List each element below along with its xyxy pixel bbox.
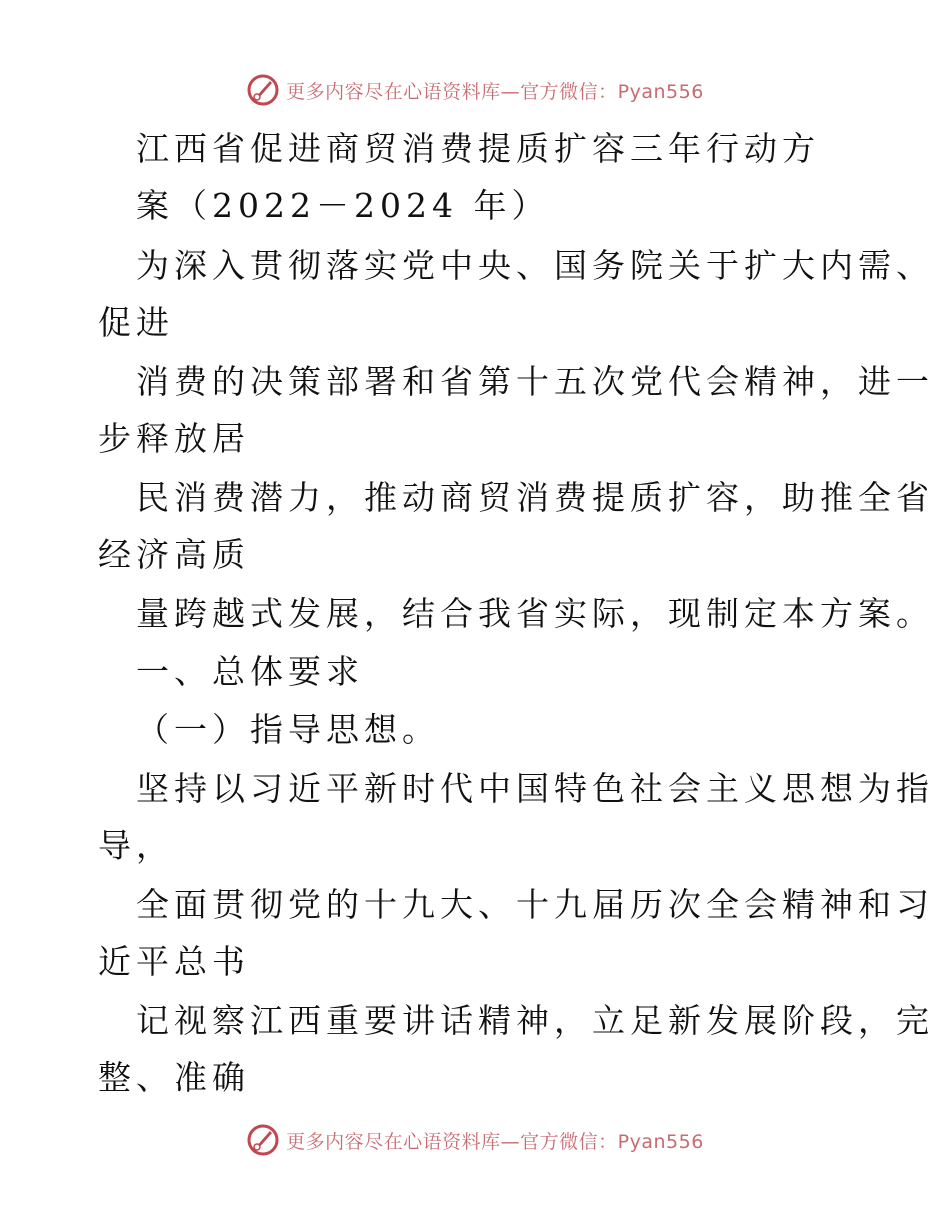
header-watermark	[0, 68, 950, 112]
paragraph-line: 民消费潜力，推动商贸消费提质扩容，助推全省	[136, 478, 934, 517]
paragraph-line: 促进	[98, 303, 174, 342]
quill-seal-icon	[246, 1123, 280, 1157]
quill-seal-icon	[246, 73, 280, 107]
title-line-1: 江西省促进商贸消费提质扩容三年行动方	[136, 129, 820, 168]
paragraph-line: 步释放居	[98, 419, 250, 458]
paragraph-line: 全面贯彻党的十九大、十九届历次全会精神和习	[136, 885, 934, 924]
title-line-2: 案（2022－2024 年）	[136, 186, 550, 225]
paragraph-line: 经济高质	[98, 535, 250, 574]
section-heading: 一、总体要求	[136, 652, 364, 691]
paragraph-line: 整、准确	[98, 1058, 250, 1097]
watermark-text: 更多内容尽在心语资料库—官方微信：Pyan556	[286, 1130, 704, 1153]
paragraph-line: 记视察江西重要讲话精神，立足新发展阶段，完	[136, 1001, 934, 1040]
paragraph-line: 为深入贯彻落实党中央、国务院关于扩大内需、	[136, 246, 934, 285]
subsection-heading: （一）指导思想。	[136, 710, 440, 749]
paragraph-line: 消费的决策部署和省第十五次党代会精神，进一	[136, 362, 934, 401]
paragraph-line: 量跨越式发展，结合我省实际，现制定本方案。	[136, 594, 934, 633]
paragraph-line: 坚持以习近平新时代中国特色社会主义思想为指	[136, 769, 934, 808]
footer-watermark	[0, 1118, 950, 1162]
watermark-text: 更多内容尽在心语资料库—官方微信：Pyan556	[286, 80, 704, 103]
paragraph-line: 导，	[98, 826, 174, 865]
paragraph-line: 近平总书	[98, 942, 250, 981]
